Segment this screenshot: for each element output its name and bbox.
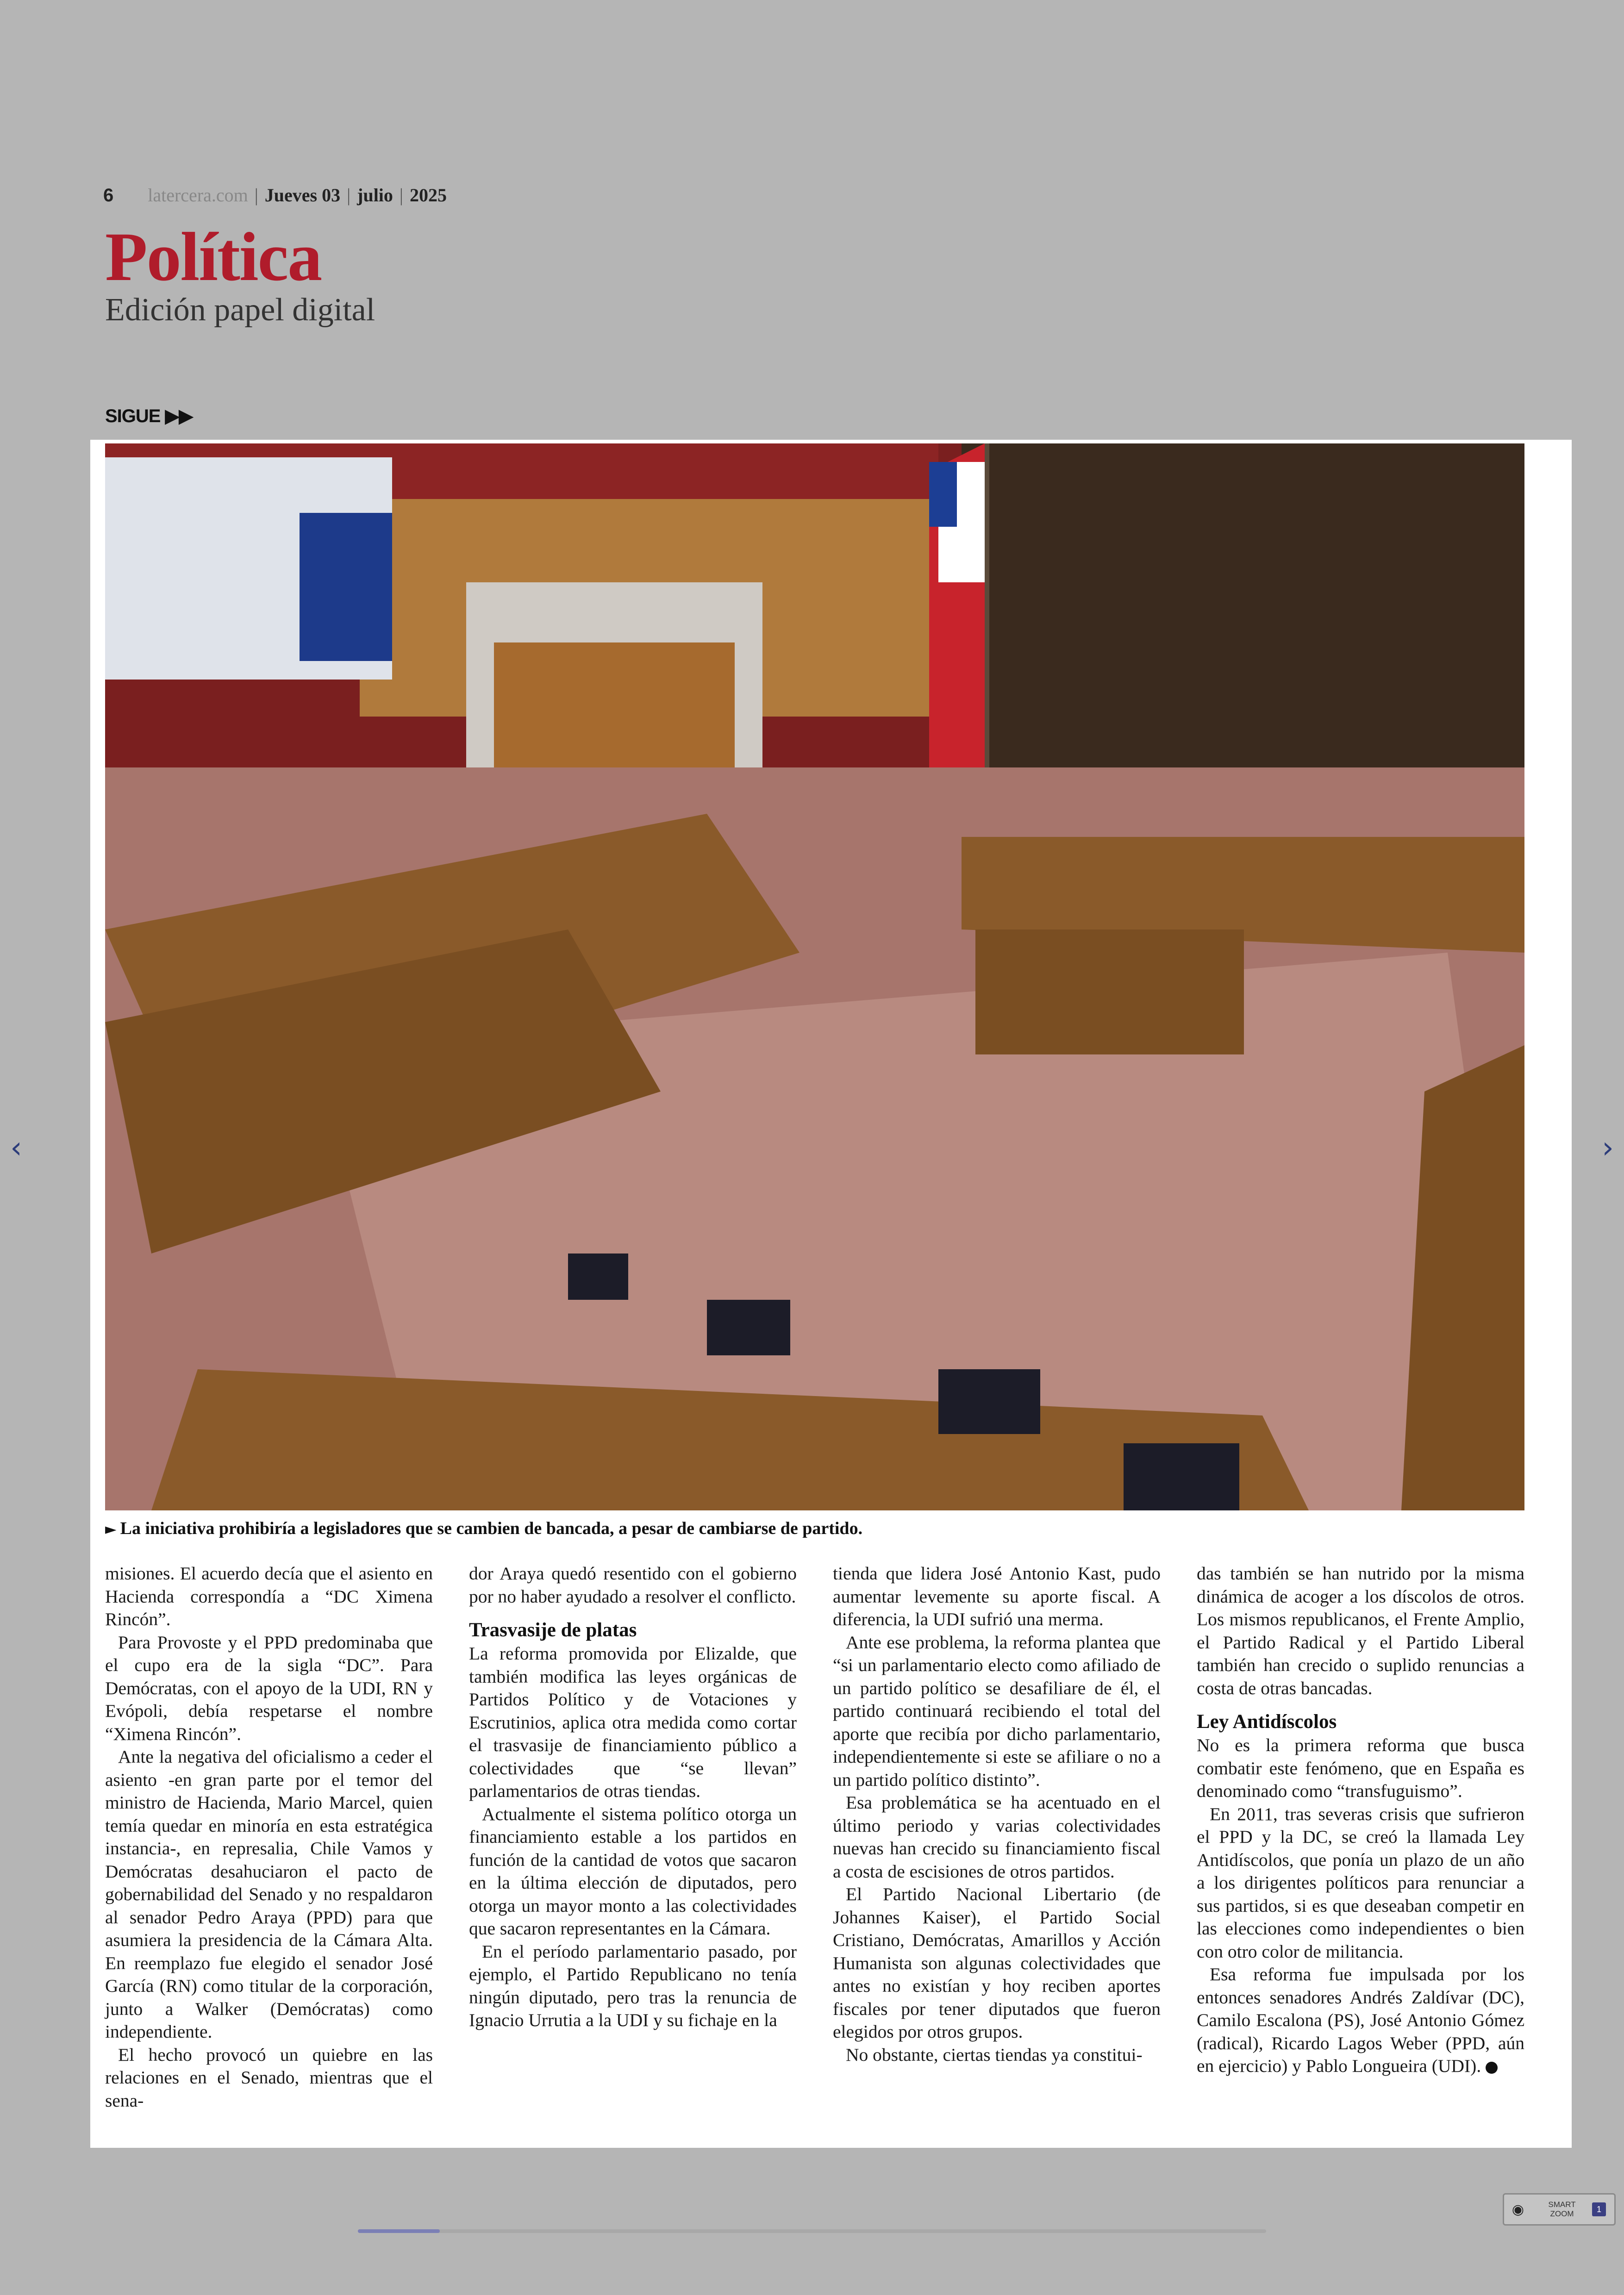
paragraph: En el período parlamentario pasado, por ejemplo, el Partido Republicano no tenía ningún diputado, pero tras la renuncia de Ignacio Urrutia a la UDI y su fichaje en la: [469, 1941, 797, 2030]
paragraph: Esa problemática se ha acentuado en el último periodo y varias colectividades nuevas han crecido su financiamiento fiscal a costa de escisiones de otros partidos.: [833, 1792, 1161, 1882]
smart-zoom-label-line2: ZOOM: [1550, 2209, 1574, 2218]
masthead-month: julio: [357, 185, 393, 206]
paragraph: [1197, 1963, 1524, 2078]
article-column-4: [1197, 1562, 1524, 2118]
paragraph: Ante la negativa del oficialismo a ceder el asiento -en gran parte por el temor del ministro de Hacienda, Mario Marcel, quien temía quedar en minoría en esta estratégica instancia-, en represalia, Chile Vamos y Demócratas desahuciaron el pacto de gobernabilidad del Senado y no respaldaron al senador Pedro Araya (PPD) para que asumiera la presidencia de la Cámara Alta. En reemplazo fue elegido el senador José García (RN) como titular de la corporación, junto a Walker (Demócratas) como independiente.: [105, 1746, 433, 2042]
paragraph: dor Araya quedó resentido con el gobierno por no haber ayudado a resolver el conflicto.: [469, 1563, 797, 1607]
article-column-2: [469, 1562, 797, 2118]
page-progress-fill: [358, 2229, 440, 2233]
prev-page-button[interactable]: [2, 1129, 30, 1166]
continues-label: SIGUE ▶▶: [105, 406, 193, 426]
article-body: [105, 1562, 1524, 2118]
masthead-year: 2025: [409, 185, 447, 206]
masthead-separator: |: [347, 185, 351, 206]
photo-caption: [105, 1518, 1524, 1539]
end-of-article-icon: [1486, 2062, 1498, 2074]
smart-zoom-label: [1532, 2200, 1592, 2219]
eye-icon: ◉: [1512, 2201, 1524, 2218]
smart-zoom-badge: 1: [1592, 2202, 1606, 2216]
article-column-3: [833, 1562, 1161, 2118]
paragraph: misiones. El acuerdo decía que el asiento en Hacienda correspondía a “DC Ximena Rincón”.: [105, 1563, 433, 1629]
chevron-left-icon: ‹: [10, 1131, 22, 1165]
subheading: Trasvasije de platas: [469, 1619, 637, 1641]
article-column-1: [105, 1562, 433, 2118]
paragraph-text: Esa reforma fue impulsada por los entonces senadores Andrés Zaldívar (DC), Camilo Escalona (PS), José Antonio Gómez (radical), Ricardo Lagos Weber (PPD, aún en ejercicio) y Pablo Longueira (UDI).: [1197, 1964, 1524, 2076]
page-number: 6: [103, 185, 114, 206]
paragraph: Ante ese problema, la reforma plantea que “si un parlamentario electo como afiliado de un partido político se desafiliare de él, el partido continuará recibiendo el total del aporte que recibía por dicho parlamentario, independientemente si este se afiliare o no a un partido político distinto”.: [833, 1632, 1161, 1790]
chevron-right-icon: ›: [1602, 1131, 1614, 1165]
masthead: [103, 184, 659, 212]
paragraph: En 2011, tras severas crisis que sufrieron el PPD y la DC, se creó la llamada Ley Antidíscolos, que ponía un plazo de un año a los dirigentes políticos para renunciar a sus partidos, si es que deseaban competir en las elecciones como independientes o bien con otro color de militancia.: [1197, 1803, 1524, 1962]
next-page-button[interactable]: [1594, 1129, 1622, 1166]
masthead-separator: |: [399, 185, 403, 206]
paragraph: La reforma promovida por Elizalde, que también modifica las leyes orgánicas de Partidos Político y de Votaciones y Escrutinios, aplica otra medida como cortar el trasvasije de financiamiento público a colectividades que “se llevan” parlamentarios de otras tiendas.: [469, 1643, 797, 1801]
caption-text: La iniciativa prohibiría a legisladores que se cambien de bancada, a pesar de cambiarse de partido.: [120, 1519, 863, 1538]
paragraph: El Partido Nacional Libertario (de Johannes Kaiser), el Partido Social Cristiano, Demócratas, Amarillos y Acción Humanista son algunas colectividades que antes no existían y hoy reciben aportes fiscales por tener diputados que fueron elegidos por otros grupos.: [833, 1884, 1161, 2042]
paragraph: Actualmente el sistema político otorga un financiamiento estable a los partidos en función de la cantidad de votos que sacaron en la última elección de diputados, pero otorga un mayor monto a las colectividades que sacaron representantes en la Cámara.: [469, 1803, 797, 1939]
caption-arrow-icon: ►: [105, 1520, 117, 1538]
paragraph: No es la primera reforma que busca combatir este fenómeno, que en España es denominado como “transfuguismo”.: [1197, 1735, 1524, 1801]
page-progress-bar[interactable]: [358, 2229, 1266, 2233]
paragraph: El hecho provocó un quiebre en las relaciones en el Senado, mientras que el sena-: [105, 2044, 433, 2111]
section-subtitle: Edición papel digital: [105, 292, 375, 328]
senate-chamber-photo: [105, 443, 1524, 1510]
smart-zoom-button[interactable]: [1503, 2193, 1616, 2226]
masthead-separator: |: [254, 185, 258, 206]
masthead-day: Jueves 03: [264, 185, 341, 206]
site-name: latercera.com: [148, 185, 248, 206]
subheading: Ley Antidíscolos: [1197, 1711, 1337, 1733]
paragraph: das también se han nutrido por la misma dinámica de acoger a los díscolos de otros. Los mismos republicanos, el Frente Amplio, el Partido Radical y el Partido Liberal también han crecido o suplido renuncias a costa de otras bancadas.: [1197, 1563, 1524, 1698]
section-title: Política: [105, 218, 322, 295]
smart-zoom-label-line1: SMART: [1548, 2200, 1576, 2209]
paragraph: tienda que lidera José Antonio Kast, pudo aumentar levemente su aporte fiscal. A diferencia, la UDI sufrió una merma.: [833, 1563, 1161, 1629]
paragraph: Para Provoste y el PPD predominaba que el cupo era de la sigla “DC”. Para Demócratas, con el apoyo de la UDI, RN y Evópoli, debía respetarse el nombre “Ximena Rincón”.: [105, 1632, 433, 1744]
paragraph: No obstante, ciertas tiendas ya constitui-: [846, 2044, 1143, 2065]
